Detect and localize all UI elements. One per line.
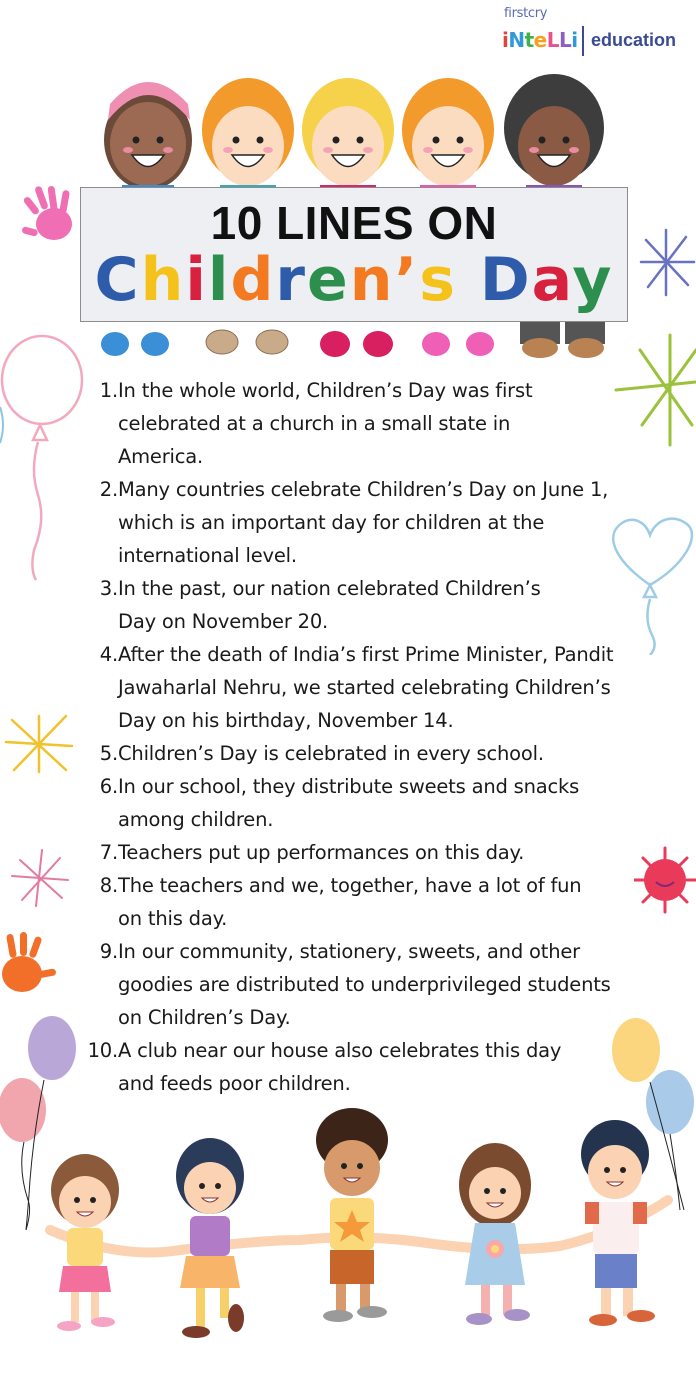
banner-letter: a — [531, 245, 573, 315]
list-item-number: 8. — [99, 874, 118, 897]
logo-letter: t — [524, 28, 534, 52]
pink-handprint-icon — [14, 180, 80, 246]
logo-education-text: education — [591, 30, 677, 50]
banner-letter: y — [572, 245, 614, 315]
banner-letter: d — [230, 245, 276, 315]
blue-balloon-edge-icon — [0, 405, 8, 445]
kids-holding-banner-icon — [60, 40, 640, 200]
banner-letter: l — [207, 245, 231, 315]
logo-letter: L — [559, 28, 572, 52]
red-sun-icon — [634, 846, 696, 914]
list-item-number: 9. — [99, 940, 118, 963]
list-item-text: In our school, they distribute sweets and snacks among children. — [118, 775, 580, 831]
banner-letter: i — [185, 245, 208, 315]
list-item — [95, 638, 635, 737]
pink-sparkle-icon — [10, 848, 70, 908]
list-item-text: A club near our house also celebrates this day and feeds poor children. — [118, 1039, 562, 1095]
kids-holding-hands-icon — [0, 1010, 696, 1350]
ten-lines-list — [87, 374, 635, 1100]
banner-letter: e — [307, 245, 350, 315]
banner-letter: C — [94, 245, 141, 315]
banner-letter: n — [349, 245, 395, 315]
list-item — [95, 572, 635, 638]
banner-letter: r — [275, 245, 308, 315]
list-item-number: 10. — [87, 1039, 118, 1062]
list-item-text: In our community, stationery, sweets, and other goodies are distributed to underprivileged students on Children’s Day. — [118, 940, 611, 1029]
list-item — [95, 869, 635, 935]
pink-balloon-icon — [0, 330, 90, 590]
orange-handprint-icon — [0, 930, 58, 1000]
banner-letter: s — [419, 245, 457, 315]
logo-firstcry-text: firstcry — [504, 6, 548, 21]
purple-sparkle-icon — [636, 225, 696, 300]
title-banner — [80, 187, 628, 322]
list-item — [95, 737, 635, 770]
list-item-text: In the past, our nation celebrated Children’s Day on November 20. — [118, 577, 541, 633]
banner-letter — [457, 245, 480, 315]
list-item-number: 7. — [99, 841, 118, 864]
list-item-number: 3. — [99, 577, 118, 600]
list-item-number: 1. — [99, 379, 118, 402]
logo-letter: N — [508, 28, 525, 52]
list-item-text: Children’s Day is celebrated in every school. — [118, 742, 544, 765]
list-item-text: After the death of India’s first Prime Minister, Pandit Jawaharlal Nehru, we started celebrating Children’s Day on his birthday, November 14. — [118, 643, 614, 732]
banner-letter: ’ — [394, 245, 420, 315]
list-item — [95, 473, 635, 572]
list-item-number: 6. — [99, 775, 118, 798]
list-item — [95, 770, 635, 836]
list-item-text: Many countries celebrate Children’s Day on June 1, which is an important day for children at the international level. — [118, 478, 609, 567]
kids-feet-icon — [90, 322, 620, 362]
list-item — [95, 836, 635, 869]
yellow-sparkle-icon — [4, 712, 74, 774]
list-item-text: Teachers put up performances on this day. — [118, 841, 525, 864]
list-item-text: The teachers and we, together, have a lot of fun on this day. — [118, 874, 582, 930]
logo-letter: L — [546, 28, 559, 52]
logo-letter: i — [571, 28, 578, 52]
banner-letter: D — [479, 245, 532, 315]
logo-letter: e — [533, 28, 547, 52]
list-item-number: 2. — [99, 478, 118, 501]
list-item-number: 5. — [99, 742, 118, 765]
logo-letter: i — [502, 28, 509, 52]
banner-letter: h — [140, 245, 186, 315]
banner-title-line2 — [81, 244, 627, 316]
banner-title-line1: 10 LINES ON — [210, 197, 498, 249]
list-item — [95, 374, 635, 473]
list-item-text: In the whole world, Children’s Day was first celebrated at a church in a small state in America. — [118, 379, 533, 468]
list-item-number: 4. — [99, 643, 118, 666]
